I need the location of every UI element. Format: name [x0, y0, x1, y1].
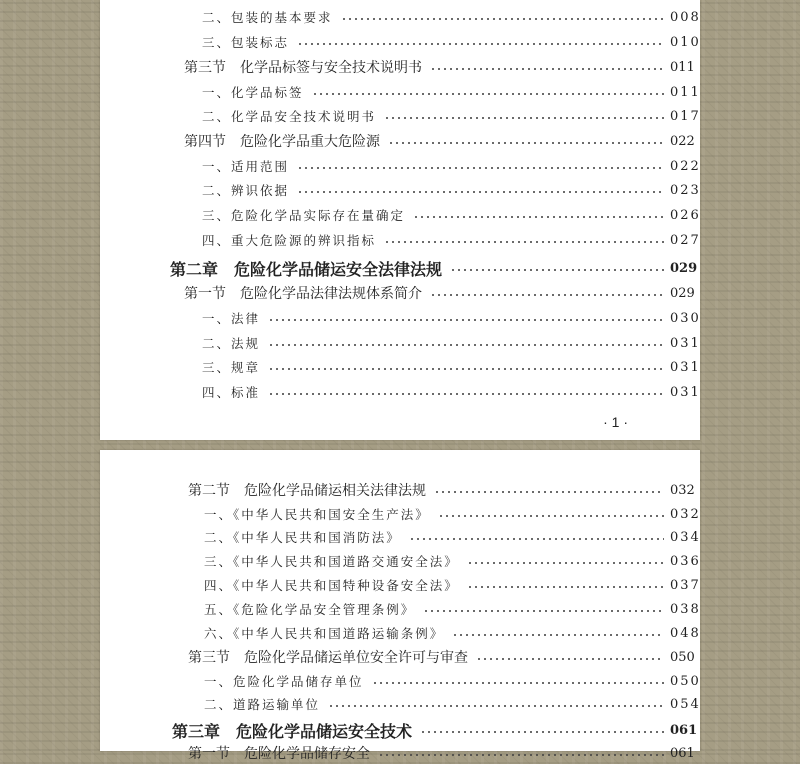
toc-entry[interactable] — [100, 622, 700, 644]
toc-page-2 — [100, 450, 701, 762]
entry-page: 029 — [670, 260, 698, 276]
leader-dots — [438, 515, 664, 517]
entry-page: 038 — [670, 601, 701, 617]
leader-dots — [420, 731, 664, 733]
leader-dots — [450, 269, 664, 271]
entry-title: 第二章 危险化学品储运安全法律法规 — [170, 259, 443, 279]
entry-page: 026 — [670, 207, 701, 223]
leader-dots — [384, 117, 664, 119]
entry-title: 一、适用范围 — [202, 159, 290, 174]
entry-title: 二、辨识依据 — [202, 183, 290, 198]
entry-page: 029 — [670, 285, 695, 301]
entry-page: 032 — [670, 482, 695, 498]
entry-title: 二、化学品安全技术说明书 — [202, 109, 377, 124]
entry-title: 一、法律 — [202, 311, 261, 326]
leader-dots — [378, 754, 664, 756]
entry-title: 一、《中华人民共和国安全生产法》 — [204, 507, 430, 522]
entry-title: 四、《中华人民共和国特种设备安全法》 — [204, 578, 459, 593]
entry-title: 五、《危险化学品安全管理条例》 — [204, 602, 416, 617]
leader-dots — [372, 682, 664, 684]
leader-dots — [268, 319, 664, 321]
leader-dots — [467, 586, 664, 588]
entry-page: 061 — [670, 745, 695, 761]
entry-title: 三、《中华人民共和国道路交通安全法》 — [204, 554, 459, 569]
toc-entry[interactable] — [100, 332, 700, 354]
toc-entry[interactable] — [100, 6, 700, 28]
toc-chapter[interactable] — [100, 257, 700, 279]
toc-entry[interactable] — [100, 229, 700, 251]
entry-title: 一、化学品标签 — [202, 85, 304, 100]
toc-entry[interactable] — [100, 670, 700, 692]
leader-dots — [430, 68, 664, 70]
leader-dots — [341, 18, 664, 20]
leader-dots — [467, 562, 664, 564]
entry-title: 二、法规 — [202, 336, 261, 351]
entry-title: 第一节 危险化学品储存安全 — [188, 746, 370, 762]
toc-entry[interactable] — [100, 81, 700, 103]
entry-title: 二、包装的基本要求 — [202, 10, 333, 25]
entry-page: 036 — [670, 553, 701, 569]
entry-page: 050 — [670, 673, 701, 689]
entry-page: 023 — [670, 182, 701, 198]
toc-entry[interactable] — [100, 179, 700, 201]
toc-section[interactable] — [100, 742, 700, 764]
toc-section[interactable] — [100, 56, 700, 78]
entry-title: 三、规章 — [202, 360, 261, 375]
entry-title: 第三节 危险化学品储运单位安全许可与审查 — [188, 650, 468, 666]
toc-entry[interactable] — [100, 526, 700, 548]
leader-dots — [476, 658, 664, 660]
entry-title: 第三节 化学品标签与安全技术说明书 — [184, 60, 422, 76]
entry-title: 六、《中华人民共和国道路运输条例》 — [204, 626, 445, 641]
entry-title: 第三章 危险化学品储运安全技术 — [172, 721, 413, 741]
toc-section[interactable] — [100, 646, 700, 668]
leader-dots — [413, 216, 664, 218]
toc-entry[interactable] — [100, 550, 700, 572]
toc-entry[interactable] — [100, 307, 700, 329]
leader-dots — [423, 610, 664, 612]
entry-page: 010 — [670, 34, 701, 50]
entry-page: 027 — [670, 232, 701, 248]
entry-page: 022 — [670, 158, 701, 174]
entry-title: 第四节 危险化学品重大危险源 — [184, 134, 380, 150]
entry-page: 017 — [670, 108, 701, 124]
leader-dots — [434, 491, 664, 493]
toc-entry[interactable] — [100, 574, 700, 596]
entry-title: 第二节 危险化学品储运相关法律法规 — [188, 483, 426, 499]
entry-title: 四、重大危险源的辨识指标 — [202, 233, 377, 248]
entry-page: 031 — [670, 335, 701, 351]
entry-page: 030 — [670, 310, 701, 326]
leader-dots — [430, 294, 664, 296]
entry-page: 008 — [670, 9, 701, 25]
entry-title: 二、《中华人民共和国消防法》 — [204, 530, 401, 545]
toc-section[interactable] — [100, 130, 700, 152]
leader-dots — [268, 344, 664, 346]
entry-page: 011 — [670, 84, 701, 100]
toc-entry[interactable] — [100, 31, 700, 53]
page-number: · 1 · — [603, 414, 628, 430]
leader-dots — [409, 538, 664, 540]
leader-dots — [297, 43, 664, 45]
toc-entry[interactable] — [100, 356, 700, 378]
entry-title: 一、危险化学品储存单位 — [204, 674, 364, 689]
toc-chapter[interactable] — [100, 719, 700, 741]
leader-dots — [452, 634, 664, 636]
leader-dots — [297, 167, 664, 169]
entry-page: 031 — [670, 384, 701, 400]
entry-page: 022 — [670, 133, 695, 149]
toc-entry[interactable] — [100, 381, 700, 403]
toc-page-1 — [100, 0, 700, 440]
toc-entry[interactable] — [100, 105, 700, 127]
entry-title: 二、道路运输单位 — [204, 697, 321, 712]
toc-entry[interactable] — [100, 503, 700, 525]
entry-title: 第一节 危险化学品法律法规体系简介 — [184, 286, 422, 302]
entry-page: 054 — [670, 696, 701, 712]
entry-page: 048 — [670, 625, 701, 641]
leader-dots — [328, 705, 664, 707]
leader-dots — [297, 191, 664, 193]
toc-section[interactable] — [100, 282, 700, 304]
toc-section[interactable] — [100, 479, 700, 501]
entry-page: 034 — [670, 529, 701, 545]
toc-entry[interactable] — [100, 693, 700, 715]
entry-page: 037 — [670, 577, 701, 593]
entry-title: 三、危险化学品实际存在量确定 — [202, 208, 406, 223]
leader-dots — [312, 93, 664, 95]
toc-entry[interactable] — [100, 204, 700, 226]
entry-page: 031 — [670, 359, 701, 375]
leader-dots — [268, 393, 664, 395]
leader-dots — [268, 368, 664, 370]
entry-page: 061 — [670, 722, 698, 738]
toc-entry[interactable] — [100, 598, 700, 620]
entry-page: 011 — [670, 59, 695, 75]
entry-title: 三、包装标志 — [202, 35, 290, 50]
entry-page: 032 — [670, 506, 701, 522]
entry-title: 四、标准 — [202, 385, 261, 400]
leader-dots — [388, 142, 664, 144]
entry-page: 050 — [670, 649, 695, 665]
leader-dots — [384, 241, 664, 243]
toc-entry[interactable] — [100, 155, 700, 177]
